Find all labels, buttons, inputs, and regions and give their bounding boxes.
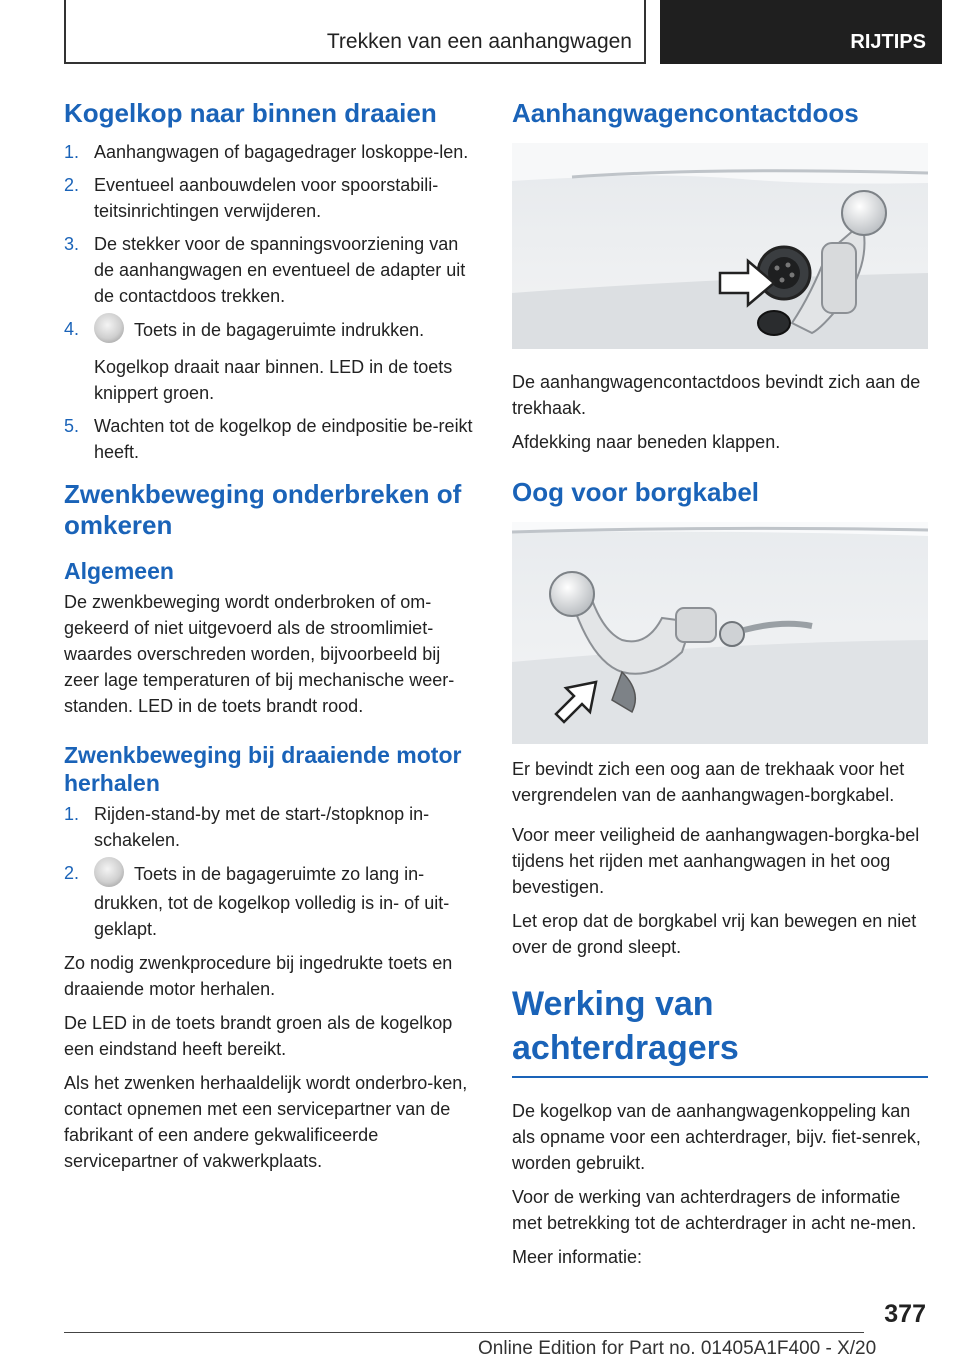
right-column (512, 98, 928, 1278)
step-subtext: Kogelkop draait naar binnen. LED in de toets knippert groen. (94, 357, 453, 403)
edition-note: Online Edition for Part no. 01405A1F400 - X/20 (478, 1338, 877, 1359)
step-text: Toets in de bagageruimte zo lang in‐drukken, tot de kogelkop volledig is in- of uit‐geklapt. (94, 863, 450, 939)
paragraph: De aanhangwagencontactdoos bevindt zich aan de trekhaak. (512, 372, 921, 418)
list-item (64, 860, 478, 942)
paragraph: Zo nodig zwenkprocedure bij ingedrukte toets en draaiende motor herhalen. (64, 953, 453, 999)
list-item (64, 139, 478, 165)
step-number: 2. (64, 175, 80, 195)
step-text: Rijden-stand-by met de start-/stopknop in‐schakelen. (94, 804, 430, 850)
paragraph: Er bevindt zich een oog aan de trekhaak voor het vergrendelen van de aanhangwagen-borgkabel. (512, 759, 905, 805)
heading-achterdragers: Werking van achterdragers (512, 982, 928, 1078)
chapter-title: Trekken van een aanhangwagen (326, 30, 632, 53)
heading-zwenkbeweging: Zwenkbeweging onderbreken of omkeren (64, 479, 462, 540)
paragraph: De LED in de toets brandt groen als de kogelkop een eindstand heeft bereikt. (64, 1013, 453, 1059)
paragraph: Voor meer veiligheid de aanhangwagen-borgka‐bel tijdens het rijden met aanhangwagen in het oog bevestigen. (512, 825, 920, 897)
step-number: 3. (64, 234, 80, 254)
section-tab-label: RIJTIPS (850, 31, 926, 53)
list-item (64, 316, 478, 406)
step-text: Aanhangwagen of bagagedrager loskoppe‐len. (94, 142, 469, 162)
safety-cable-eye-drawing (512, 522, 928, 744)
safety-cable-eye-illustration (512, 522, 928, 744)
section-tab (660, 0, 942, 64)
page-number: 377 (884, 1300, 926, 1328)
step-number: 1. (64, 804, 80, 824)
step-number: 5. (64, 416, 80, 436)
steps-kogelkop-binnen (64, 139, 478, 465)
steps-motor-herhalen (64, 801, 478, 942)
step-text: De stekker voor de spanningsvoorziening van de aanhangwagen en eventueel de adapter uit de contactdoos trekken. (94, 234, 466, 306)
chapter-title-box (64, 0, 646, 64)
paragraph: Voor de werking van achterdragers de informatie met betrekking tot de achterdrager in acht ne‐men. (512, 1187, 917, 1233)
paragraph-algemeen: De zwenkbeweging wordt onderbroken of om‐gekeerd of niet uitgevoerd als de stroomlimiet‐waardes overschreden worden, bijvoorbeeld bij zeer lage temperaturen of bij mechanische weer‐standen. LED in de toets brandt rood. (64, 592, 455, 716)
list-item (64, 231, 478, 309)
paragraph: De kogelkop van de aanhangwagenkoppeling kan als opname voor een achterdrager, bijv. fiet‐senrek, worden gebruikt. (512, 1101, 921, 1173)
paragraph: Let erop dat de borgkabel vrij kan bewegen en niet over de grond sleept. (512, 911, 917, 957)
paragraph: Als het zwenken herhaaldelijk wordt onderbro‐ken, contact opnemen met een servicepartner van de fabrikant of een andere gekwalificeerde servicepartner of vakwerkplaats. (64, 1073, 468, 1171)
step-text: Wachten tot de kogelkop de eindpositie be‐reikt heeft. (94, 416, 473, 462)
list-item (64, 172, 478, 224)
trailer-socket-illustration (512, 143, 928, 349)
paragraph: Meer informatie: (512, 1247, 643, 1267)
heading-borgkabel: Oog voor borgkabel (512, 477, 760, 507)
left-column (64, 98, 478, 1182)
list-item (64, 801, 478, 853)
footer-divider (64, 1332, 864, 1333)
heading-algemeen: Algemeen (64, 558, 174, 584)
heading-kogelkop-binnen: Kogelkop naar binnen draaien (64, 98, 437, 128)
step-number: 4. (64, 319, 80, 339)
step-number: 1. (64, 142, 80, 162)
step-number: 2. (64, 863, 80, 883)
button-icon (94, 313, 124, 343)
step-text: Toets in de bagageruimte indrukken. (134, 319, 425, 340)
heading-motor-herhalen: Zwenkbeweging bij draaiende motor herhalen (64, 742, 462, 796)
paragraph: Afdekking naar beneden klappen. (512, 432, 781, 452)
trailer-socket-drawing (512, 143, 928, 349)
button-icon (94, 857, 124, 887)
heading-contactdoos: Aanhangwagencontactdoos (512, 98, 859, 128)
step-text: Eventueel aanbouwdelen voor spoorstabili‐teitsinrichtingen verwijderen. (94, 175, 439, 221)
list-item (64, 413, 478, 465)
